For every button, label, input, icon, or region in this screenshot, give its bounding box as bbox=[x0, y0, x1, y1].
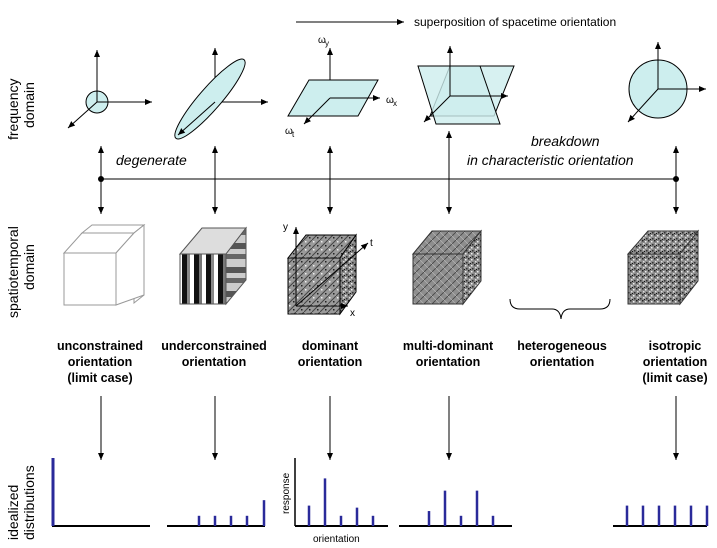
svg-text:t: t bbox=[370, 238, 373, 249]
cat-multi-dominant-line1: multi-dominant bbox=[402, 339, 494, 353]
degenerate-label: degenerate bbox=[116, 152, 187, 168]
svg-text:ω: ω bbox=[285, 126, 293, 137]
category-labels bbox=[57, 339, 708, 385]
svg-text:domain: domain bbox=[21, 82, 37, 128]
svg-text:spatiotemporal: spatiotemporal bbox=[5, 226, 21, 318]
svg-text:x: x bbox=[350, 308, 355, 319]
cat-unconstrained-line2: orientation bbox=[67, 355, 133, 369]
cat-multi-dominant-line2: orientation bbox=[415, 355, 481, 369]
svg-text:distributions: distributions bbox=[21, 465, 37, 540]
svg-text:ω: ω bbox=[318, 35, 326, 46]
dist-ylabel: response bbox=[281, 472, 292, 514]
cube-multi-dominant bbox=[413, 231, 481, 304]
svg-text:y: y bbox=[283, 222, 288, 233]
freq-sphere-small bbox=[68, 50, 152, 128]
freq-plane bbox=[285, 35, 397, 139]
row-label-spatiotemporal bbox=[5, 226, 37, 318]
row-label-frequency bbox=[5, 79, 37, 140]
cat-heterogeneous-line1: heterogeneous bbox=[517, 339, 607, 353]
breakdown-label-2: in characteristic orientation bbox=[467, 152, 634, 168]
cube-dominant bbox=[283, 222, 373, 319]
distribution-isotropic bbox=[613, 506, 707, 526]
cat-unconstrained-line3: (limit case) bbox=[67, 371, 133, 385]
breakdown-label-1: breakdown bbox=[531, 133, 600, 149]
cat-isotropic-line2: orientation bbox=[642, 355, 708, 369]
distribution-charts bbox=[52, 458, 707, 526]
cat-heterogeneous-line2: orientation bbox=[529, 355, 595, 369]
cat-underconstrained-line2: orientation bbox=[181, 355, 247, 369]
cat-dominant-line2: orientation bbox=[297, 355, 363, 369]
cat-unconstrained-line1: unconstrained bbox=[56, 339, 144, 353]
cat-dominant-line1: dominant bbox=[301, 339, 359, 353]
svg-text:ω: ω bbox=[386, 95, 394, 106]
cube-unconstrained bbox=[64, 225, 144, 305]
cat-underconstrained-line1: underconstrained bbox=[161, 339, 267, 353]
freq-ellipsoid bbox=[168, 48, 268, 145]
cube-isotropic bbox=[628, 231, 698, 304]
svg-text:idealized: idealized bbox=[5, 484, 21, 540]
distribution-unconstrained bbox=[52, 458, 150, 526]
svg-text:domain: domain bbox=[21, 244, 37, 290]
svg-text:frequency: frequency bbox=[5, 78, 21, 140]
row-label-distributions bbox=[5, 465, 37, 540]
distribution-underconstrained bbox=[167, 500, 265, 526]
distribution-dominant bbox=[295, 458, 388, 526]
cat-isotropic-line3: (limit case) bbox=[642, 371, 708, 385]
distribution-multi-dominant bbox=[399, 491, 512, 526]
svg-text:y: y bbox=[325, 39, 329, 48]
heterogeneous-brace bbox=[510, 299, 610, 319]
svg-text:t: t bbox=[292, 130, 295, 139]
superposition-label: superposition of spacetime orientation bbox=[414, 15, 617, 29]
cat-isotropic-line1: isotropic bbox=[648, 339, 702, 353]
freq-sphere-large bbox=[628, 42, 706, 122]
freq-two-planes bbox=[418, 46, 514, 124]
svg-text:x: x bbox=[393, 99, 397, 108]
distribution-arrows bbox=[101, 396, 676, 460]
cube-underconstrained bbox=[180, 228, 246, 304]
dist-xlabel: orientation bbox=[313, 534, 360, 545]
